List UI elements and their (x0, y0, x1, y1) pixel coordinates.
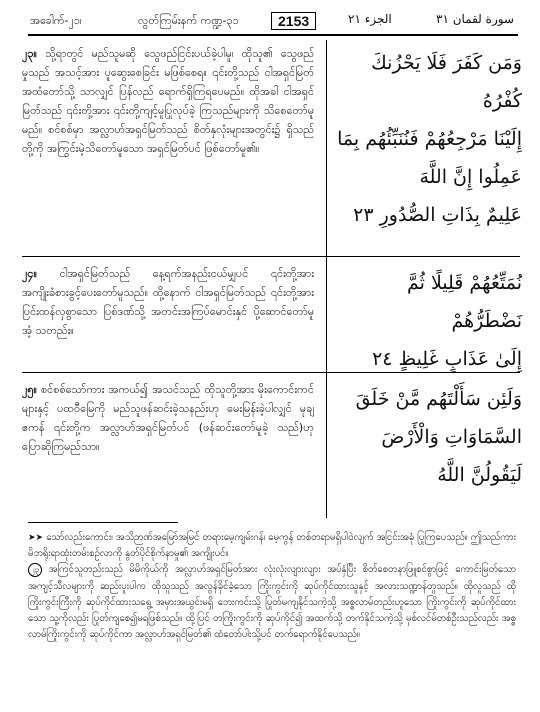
verse-23-arabic (334, 44, 522, 234)
verse-24-text: ငါအရှင်မြတ်သည် နေ့ရက်အနည်းငယ်မျှပင် ၎င်းတို့အား အကျိုးခံစားခွင့်ပေးတော်မူသည်။ ထို့နောက် ငါအရှင်မြတ်သည် ၎င်းတို့အား ပြင်းထန်လှစွာသော ပြစ်ဒဏ်သို့ အတင်းအကြပ်မောင်းနှင် ပို့ဆောင်တော်မူအံ့ သတည်း။ (22, 267, 314, 337)
verse-24 (22, 264, 522, 370)
verse-24-number: ၂၄။ (22, 267, 37, 280)
arabic-line: نُمَتِّعُهُمْ قَلِيلًا ثُمَّ نَضْطَرُّهُمْ (406, 272, 522, 332)
divider-line (22, 372, 520, 373)
arabic-line: لَيَقُولُنَّ اللَّهُ (437, 464, 522, 486)
verse-24-arabic (334, 264, 522, 378)
arabic-line: السَّمَاوَاتِ وَالْأَرْضَ (381, 426, 522, 448)
arabic-line: إِلَىٰ عَذَابٍ غَلِيظٍ ٢٤ (372, 348, 522, 370)
page-number: 2153 (271, 12, 316, 30)
verse-25-number: ၂၅။ (22, 383, 37, 396)
footnote-2-text: အကြင်သူတည်းသည် မိမိကိုယ်ကို အလ္လာဟ်အရှင်မြတ်အား လုံးလုံးလျားလျား အပ်နှံပြီး စိတ်စေတနာဖြူစင်စွာဖြင့် ကောင်းမြတ်သော အကျင့်သီလများကို ဆည်းပူးပါက ထိုသူသည် အလွန်ခိုင်ခံ့သော ကြိုးကွင်းကို ဆုပ်ကိုင်ထားသူနှင့် အလားသဏ္ဍာန်တူသည်။ ထိုလူသည် ထိုကြိုးကွင်းကြီးကို ဆုပ်ကိုင်ထားသရွေ့ အမှားအယွင်းမရှိ ဘေးကင်းသို့ ပြုတ်မကျနိုင်သကဲ့သို့ အစ္စလာမ်တည်းဟူသော ကြိုးကွင်းကို ဆုပ်ကိုင်ထားသော သူ့ကိုလည်း ပြုတ်ကျစေ၍မရဖြစ်သည်။ ထို့ပြင် တကြိုးကွင်းကို ဆုပ်ကိုင်၍ အထက်သို့ တက်နိုင်သကဲ့သို့ မှစ်လင်မ်တစ်ဦးသည်လည်း အစ္စလာမ်ကြိုးကွင်းကို ဆုပ်ကိုင်ကာ အလ္လာဟ်အရှင်မြတ်၏ ထံတော်ပါးသို့ပင် တက်ရောက်နိုင်ပေသည်။ (28, 564, 516, 641)
arabic-line: إِلَيْنَا مَرْجِعُهُمْ فَنُنَبِّئُهُم بِمَا (337, 128, 522, 150)
juz-label: الجزء ٢١ (348, 12, 392, 26)
verse-23-number: ၂၃။ (22, 47, 37, 60)
footnote-rule (28, 522, 178, 523)
footnote-marker: ၂၃ (28, 563, 42, 577)
verse-25-translation (22, 380, 314, 456)
verse-23-translation (22, 44, 314, 158)
page-header (28, 8, 518, 36)
divider-line (22, 256, 520, 257)
arabic-line: وَلَئِن سَأَلْتَهُم مَّنْ خَلَقَ (355, 388, 522, 410)
verse-25 (22, 380, 522, 510)
verse-23 (22, 44, 522, 254)
arabic-line: وَمَن كَفَرَ فَلَا يَحْزُنكَ كُفْرُهُ (371, 52, 522, 112)
footnote-1-text: သော်လည်းကောင်း၊ အသိဉာဏ်အမြော်အမြင် တရားမေ့ကျမ်းဂန်၊ မေ့ကွန် တစ်တရာမရှိပါဝဲလျက် အငြင်းအခုံ ပြုကြပေသည်။ ဤသည်ကား မိဘရိုးရာထုံးတမ်းစဉ်လာကို နွတ်ပိုင်စိုက်နာမှု၏ အကျိုးပင်။ (28, 532, 516, 560)
arabic-line: عَلِيمٌ بِذَاتِ الصُّدُورِ ٢٣ (353, 204, 522, 226)
verse-25-arabic (334, 380, 522, 494)
footnote-23 (28, 562, 516, 643)
footnote-continued (28, 530, 516, 562)
verse-24-translation (22, 264, 314, 340)
continuation-arrow-icon: ➤➤ (28, 533, 44, 543)
header-left-label: အခေါက်-၂၁၊ (30, 14, 82, 27)
footnotes (28, 530, 516, 643)
surah-label: سورة لقمان ٣١ (436, 12, 514, 26)
arabic-line: عَمِلُوا إِنَّ اللَّهَ (419, 166, 522, 188)
header-section-label: လွတ်ကြမ်းနက် ကဏ္ဍ-၃၁ (138, 14, 239, 27)
verse-25-text: စင်စစ်သော်ကား အကယ်၍ အသင်သည် ထိုသူတို့အား မိုးကောင်းကင်များနှင့် ပထဝီမြေကို မည်သူဖန်ဆင်းခဲ့သနည်းဟု မေးမြန်းခဲ့ပါလျှင် မုချဧကန် ၎င်းတို့က အလ္လာဟ်အရှင်မြတ်ပင် (ဖန်ဆင်းတော်မူခဲ့ သည်)ဟု ပြောဆိုကြမည်သာ။ (22, 383, 314, 453)
verse-23-text: သို့ရာတွင် မည်သူမဆို သွေဖည်ငြင်းပယ်ခဲ့ပါမူ၊ ထိုသူ၏ သွေဖည်မှုသည် အသင့်အား ပူဆွေးစေခြင်း မဖြစ်စေရ။ ၎င်းတို့သည် ငါအရှင်မြတ်အထံတော်သို့ သာလျှင် ပြန်လည် ရောက်ရှိကြရပေမည်။ ထိုအခါ ငါအရှင်မြတ်သည် ၎င်းတို့အား ၎င်းတို့ကျင့်မူပြုလုပ်ခဲ့ ကြသည်များကို သိစေတော်မူမည်။ စင်စစ်မှာ အလ္လာဟ်အရှင်မြတ်သည် စိတ်နှလုံးများအတွင်း၌ ရှိသည်တို့ကို အကြွင်းမဲ့သိတော်မူသော အရှင်မြတ်ပင် ဖြစ်တော်မူ၏။ (22, 47, 315, 155)
